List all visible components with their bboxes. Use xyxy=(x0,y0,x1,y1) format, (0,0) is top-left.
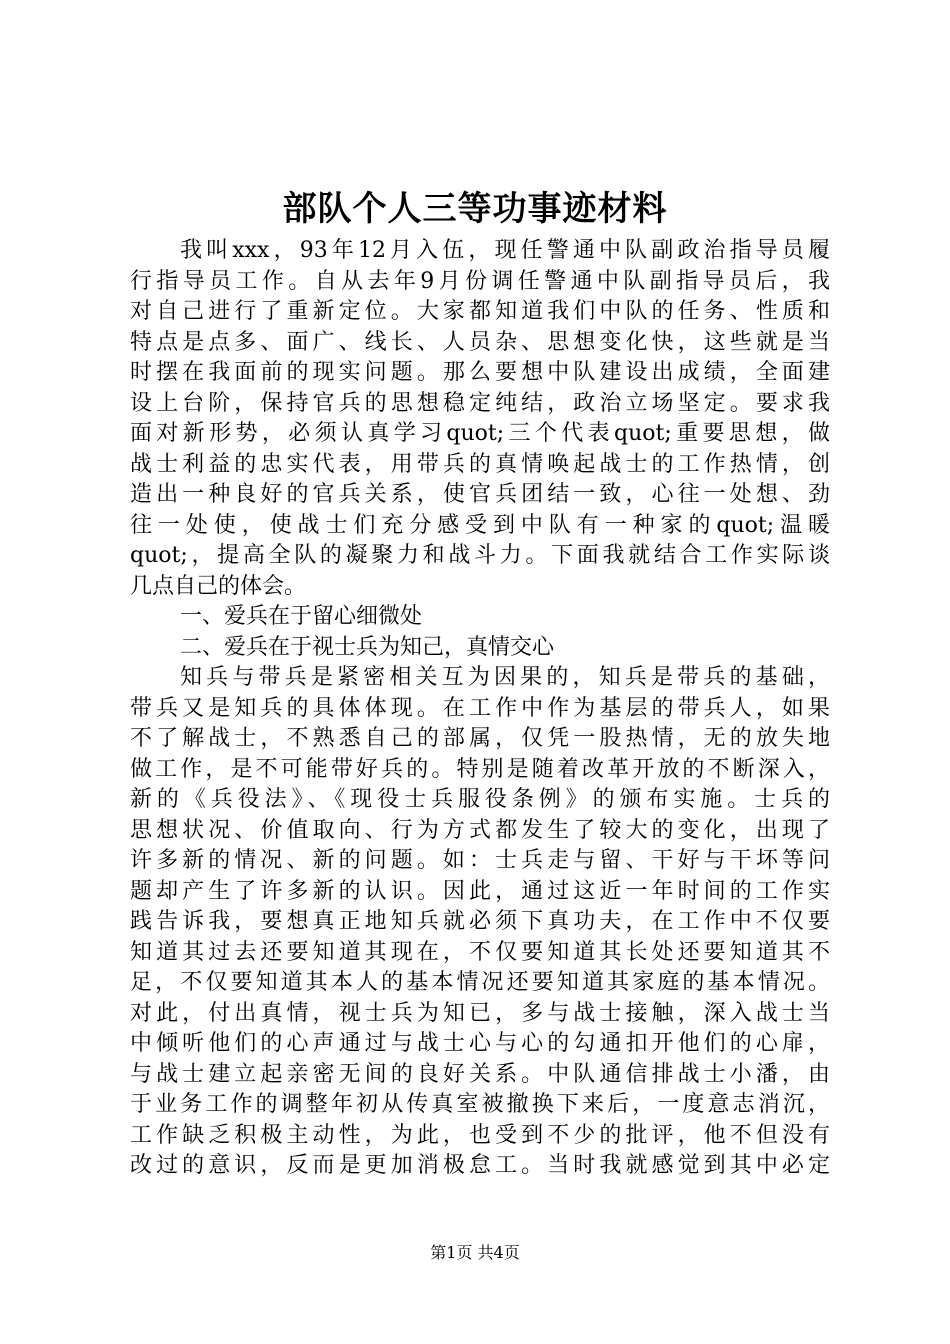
paragraph-line: 中倾听他们的心声通过与战士心与心的勾通扣开他们的心扉， xyxy=(130,1031,830,1056)
section-heading: 一、爱兵在于留心细微处 xyxy=(180,604,423,629)
paragraph-line: 知道其过去还要知道其现在，不仅要知道其长处还要知道其不 xyxy=(130,939,830,965)
paragraph-line: 思想状况、价值取向、行为方式都发生了较大的变化，出现了 xyxy=(130,817,830,843)
paragraph-line: quot;，提高全队的凝聚力和战斗力。下面我就结合工作实际谈 xyxy=(130,543,830,568)
paragraph-line: 足，不仅要知道其本人的基本情况还要知道其家庭的基本情况。 xyxy=(130,970,830,995)
paragraph-line: 特点是点多、面广、线长、人员杂、思想变化快，这些就是当 xyxy=(130,329,830,355)
paragraph-line: 战士利益的忠实代表，用带兵的真情唤起战士的工作热情，创 xyxy=(130,451,830,477)
paragraph-line: 做工作，是不可能带好兵的。特别是随着改革开放的不断深入， xyxy=(130,756,830,782)
paragraph-line: 带兵又是知兵的具体体现。在工作中作为基层的带兵人，如果 xyxy=(130,695,830,721)
paragraph-line: 践告诉我，要想真正地知兵就必须下真功夫，在工作中不仅要 xyxy=(130,909,830,934)
paragraph-line: 不了解战士，不熟悉自己的部属，仅凭一股热情，无的放失地 xyxy=(130,726,830,751)
paragraph-line: 对此，付出真情，视士兵为知已，多与战士接触，深入战士当 xyxy=(130,1000,830,1026)
paragraph-line: 造出一种良好的官兵关系，使官兵团结一致，心往一处想、劲 xyxy=(130,482,830,507)
paragraph-line: 于业务工作的调整年初从传真室被撤换下来后，一度意志消沉， xyxy=(130,1092,830,1117)
document-title: 部队个人三等功事迹材料 xyxy=(282,189,668,229)
document-body xyxy=(130,236,830,1182)
paragraph-line: 知兵与带兵是紧密相关互为因果的，知兵是带兵的基础， xyxy=(180,665,830,690)
section-heading: 二、爱兵在于视士兵为知己，真情交心 xyxy=(180,634,555,660)
paragraph-line: 新的《兵役法》、《现役士兵服役条例》的颁布实施。士兵的 xyxy=(130,787,830,812)
paragraph-line: 改过的意识，反而是更加消极怠工。当时我就感觉到其中必定 xyxy=(130,1153,830,1178)
paragraph-line: 许多新的情况、新的问题。如：士兵走与留、干好与干坏等问 xyxy=(130,848,830,873)
paragraph-line: 时摆在我面前的现实问题。那么要想中队建设出成绩，全面建 xyxy=(130,360,830,385)
paragraph-line: 往一处使，使战士们充分感受到中队有一种家的quot;温暖 xyxy=(130,512,830,538)
paragraph-line: 几点自己的体会。 xyxy=(130,573,307,599)
paragraph-line: 题却产生了许多新的认识。因此，通过这近一年时间的工作实 xyxy=(130,878,830,904)
paragraph-line: 我叫xxx，93年12月入伍，现任警通中队副政治指导员履 xyxy=(180,238,830,263)
paragraph-line: 面对新形势，必须认真学习quot;三个代表quot;重要思想，做 xyxy=(130,421,830,446)
paragraph-line: 对自己进行了重新定位。大家都知道我们中队的任务、性质和 xyxy=(130,299,830,324)
paragraph-line: 设上台阶，保持官兵的思想稳定纯结，政治立场坚定。要求我 xyxy=(130,390,830,416)
paragraph-line: 与战士建立起亲密无间的良好关系。中队通信排战士小潘，由 xyxy=(130,1061,830,1087)
paragraph-line: 行指导员工作。自从去年9月份调任警通中队副指导员后，我 xyxy=(130,268,830,294)
page-number: 第1页 共4页 xyxy=(430,1243,520,1262)
paragraph-line: 工作缺乏积极主动性，为此，也受到不少的批评，他不但没有 xyxy=(130,1122,830,1148)
